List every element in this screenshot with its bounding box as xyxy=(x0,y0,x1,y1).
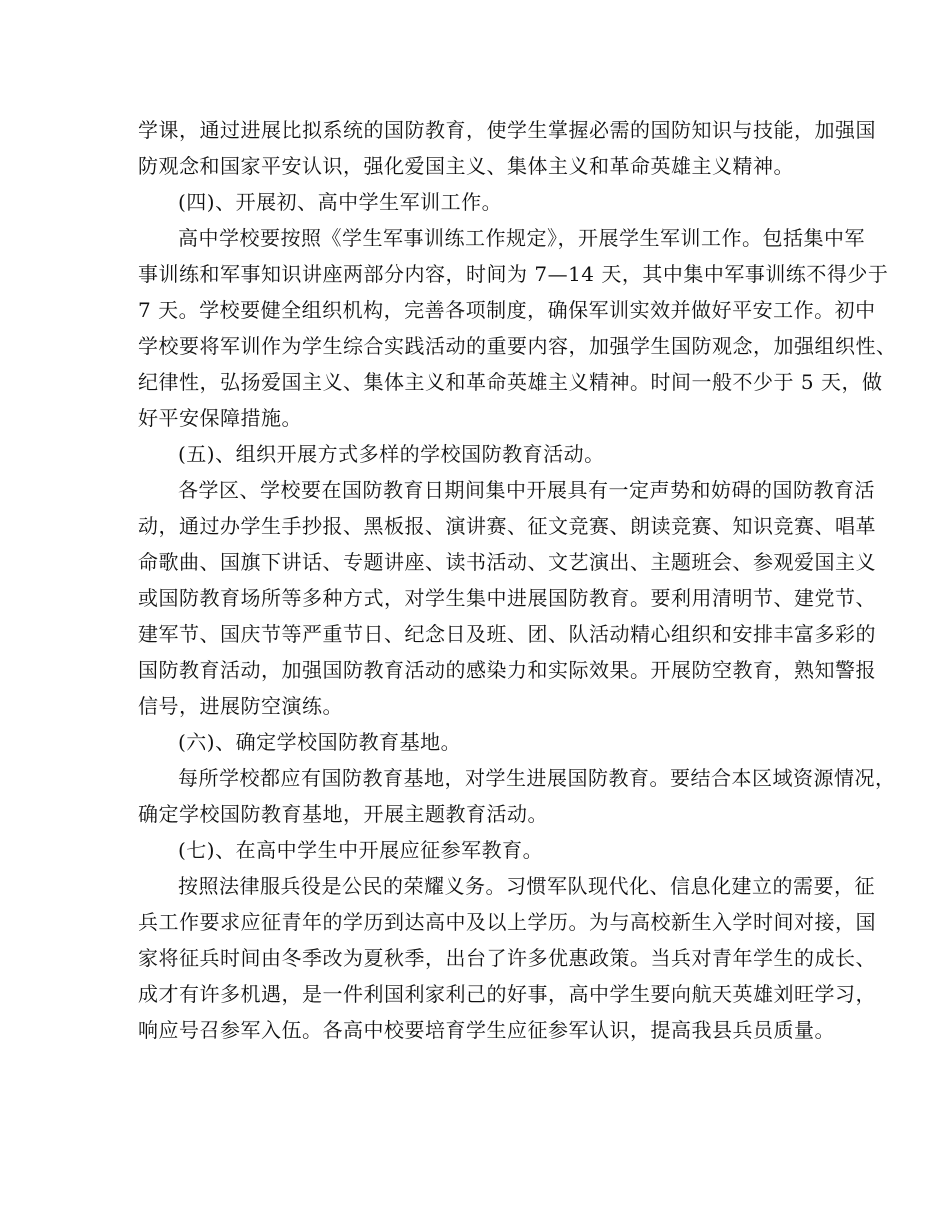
section-heading: (七)、在高中学生中开展应征参军教育。 xyxy=(178,838,544,862)
section-heading: (六)、确定学校国防教育基地。 xyxy=(178,730,462,754)
text-line: 好平安保障措施。 xyxy=(138,406,302,430)
text-line: 7 天。学校要健全组织机构，完善各项制度，确保军训实效并做好平安工作。初中 xyxy=(138,298,876,322)
text-line: 信号，进展防空演练。 xyxy=(138,694,343,718)
text-line: 或国防教育场所等多种方式，对学生集中进展国防教育。要利用清明节、建党节、 xyxy=(138,586,876,610)
text-line: 成才有许多机遇，是一件利国利家利己的好事，高中学生要向航天英雄刘旺学习， xyxy=(138,982,876,1006)
text-line: 防观念和国家平安认识，强化爱国主义、集体主义和革命英雄主义精神。 xyxy=(138,154,794,178)
text-line: 学课，通过进展比拟系统的国防教育，使学生掌握必需的国防知识与技能，加强国 xyxy=(138,118,876,142)
text-line: 按照法律服兵役是公民的荣耀义务。习惯军队现代化、信息化建立的需要，征 xyxy=(178,874,875,898)
text-line: 各学区、学校要在国防教育日期间集中开展具有一定声势和妨碍的国防教育活 xyxy=(178,478,875,502)
text-line: 建军节、国庆节等严重节日、纪念日及班、团、队活动精心组织和安排丰富多彩的 xyxy=(138,622,876,646)
text-line: 动，通过办学生手抄报、黑板报、演讲赛、征文竞赛、朗读竞赛、知识竞赛、唱革 xyxy=(138,514,876,538)
section-heading: (五)、组织开展方式多样的学校国防教育活动。 xyxy=(178,442,605,466)
text-line: 家将征兵时间由冬季改为夏秋季，出台了许多优惠政策。当兵对青年学生的成长、 xyxy=(138,946,876,970)
text-line: 兵工作要求应征青年的学历到达高中及以上学历。为与高校新生入学时间对接，国 xyxy=(138,910,876,934)
text-line: 确定学校国防教育基地，开展主题教育活动。 xyxy=(138,802,548,826)
text-line: 国防教育活动，加强国防教育活动的感染力和实际效果。开展防空教育，熟知警报 xyxy=(138,658,876,682)
text-line: 命歌曲、国旗下讲话、专题讲座、读书活动、文艺演出、主题班会、参观爱国主义 xyxy=(138,550,876,574)
text-line: 事训练和军事知识讲座两部分内容，时间为 7—14 天，其中集中军事训练不得少于 xyxy=(138,262,889,286)
text-line: 每所学校都应有国防教育基地，对学生进展国防教育。要结合本区域资源情况， xyxy=(178,766,896,790)
section-heading: (四)、开展初、高中学生军训工作。 xyxy=(178,190,503,214)
text-line: 高中学校要按照《学生军事训练工作规定》，开展学生军训工作。包括集中军 xyxy=(178,226,865,250)
text-line: 学校要将军训作为学生综合实践活动的重要内容，加强学生国防观念，加强组织性、 xyxy=(138,334,897,358)
text-line: 响应号召参军入伍。各高中校要培育学生应征参军认识，提高我县兵员质量。 xyxy=(138,1018,835,1042)
text-line: 纪律性，弘扬爱国主义、集体主义和革命英雄主义精神。时间一般不少于 5 天，做 xyxy=(138,370,883,394)
